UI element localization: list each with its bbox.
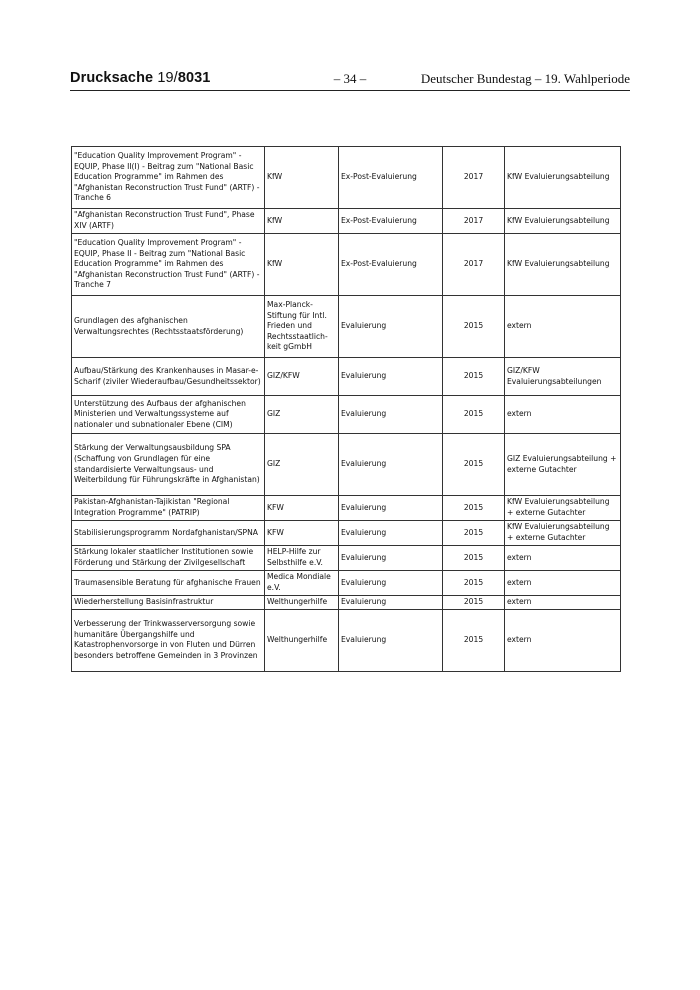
evaluator-cell: extern xyxy=(505,396,621,434)
table-row xyxy=(72,546,621,571)
table-row xyxy=(72,434,621,496)
evaluation-type-cell: Evaluierung xyxy=(339,296,443,358)
year-cell: 2015 xyxy=(443,496,505,521)
year-cell: 2015 xyxy=(443,396,505,434)
project-cell: Pakistan-Afghanistan-Tajikistan "Regional Integration Programme" (PATRIP) xyxy=(72,496,265,521)
evaluator-cell: KfW Evaluierungsabteilung xyxy=(505,147,621,209)
evaluator-cell: KfW Evaluierungsabteilung xyxy=(505,209,621,234)
organization-cell: KfW xyxy=(265,234,339,296)
year-cell: 2015 xyxy=(443,546,505,571)
evaluator-cell: extern xyxy=(505,596,621,610)
evaluation-type-cell: Evaluierung xyxy=(339,596,443,610)
table-row xyxy=(72,571,621,596)
evaluation-type-cell: Ex-Post-Evaluierung xyxy=(339,209,443,234)
evaluation-type-cell: Evaluierung xyxy=(339,571,443,596)
document-label: Drucksache xyxy=(70,70,158,86)
organization-cell: Welthungerhilfe xyxy=(265,609,339,671)
organization-cell: Welthungerhilfe xyxy=(265,596,339,610)
year-cell: 2017 xyxy=(443,147,505,209)
evaluation-type-cell: Evaluierung xyxy=(339,546,443,571)
project-cell: Aufbau/Stärkung des Krankenhauses in Masar-e-Scharif (ziviler Wiederaufbau/Gesundheitssektor) xyxy=(72,358,265,396)
table-row xyxy=(72,609,621,671)
year-cell: 2015 xyxy=(443,358,505,396)
table-row xyxy=(72,296,621,358)
organization-cell: KFW xyxy=(265,496,339,521)
table-row xyxy=(72,596,621,610)
project-cell: "Education Quality Improvement Program" -EQUIP, Phase II - Beitrag zum "National Basic Education Programme" im Rahmen des "Afghanistan Reconstruction Trust Fund" (ARTF) - Tranche 7 xyxy=(72,234,265,296)
evaluator-cell: GIZ Evaluierungsabteilung + externe Gutachter xyxy=(505,434,621,496)
evaluation-type-cell: Evaluierung xyxy=(339,358,443,396)
organization-cell: Medica Mondiale e.V. xyxy=(265,571,339,596)
organization-cell: GIZ xyxy=(265,396,339,434)
evaluator-cell: extern xyxy=(505,546,621,571)
project-cell: Verbesserung der Trinkwasserversorgung sowie humanitäre Übergangshilfe und Katastrophenvorsorge in von Fluten und Dürren besonders betroffene Gemeinden in 3 Provinzen xyxy=(72,609,265,671)
year-cell: 2015 xyxy=(443,521,505,546)
evaluator-cell: KfW Evaluierungsabteilung xyxy=(505,234,621,296)
evaluator-cell: GIZ/KFW Evaluierungsabteilungen xyxy=(505,358,621,396)
evaluation-type-cell: Evaluierung xyxy=(339,396,443,434)
organization-cell: Max-Planck-Stiftung für Intl. Frieden und Rechtsstaatlich-keit gGmbH xyxy=(265,296,339,358)
organization-cell: HELP-Hilfe zur Selbsthilfe e.V. xyxy=(265,546,339,571)
evaluator-cell: extern xyxy=(505,609,621,671)
table-row xyxy=(72,521,621,546)
evaluation-type-cell: Evaluierung xyxy=(339,521,443,546)
project-cell: Traumasensible Beratung für afghanische Frauen xyxy=(72,571,265,596)
evaluation-type-cell: Ex-Post-Evaluierung xyxy=(339,147,443,209)
table-row xyxy=(72,234,621,296)
page-number: – 34 – xyxy=(333,71,367,86)
organization-cell: KfW xyxy=(265,147,339,209)
year-cell: 2015 xyxy=(443,434,505,496)
evaluator-cell: KfW Evaluierungsabteilung + externe Gutachter xyxy=(505,496,621,521)
table-row xyxy=(72,358,621,396)
publisher: Deutscher Bundestag – 19. Wahlperiode xyxy=(420,71,630,86)
year-cell: 2017 xyxy=(443,209,505,234)
evaluation-table xyxy=(71,146,621,672)
project-cell: "Afghanistan Reconstruction Trust Fund", Phase XIV (ARTF) xyxy=(72,209,265,234)
table-row xyxy=(72,396,621,434)
evaluation-type-cell: Evaluierung xyxy=(339,434,443,496)
year-cell: 2017 xyxy=(443,234,505,296)
evaluation-type-cell: Ex-Post-Evaluierung xyxy=(339,234,443,296)
table-row xyxy=(72,496,621,521)
evaluation-type-cell: Evaluierung xyxy=(339,609,443,671)
year-cell: 2015 xyxy=(443,596,505,610)
evaluator-cell: KfW Evaluierungsabteilung + externe Gutachter xyxy=(505,521,621,546)
organization-cell: KfW xyxy=(265,209,339,234)
year-cell: 2015 xyxy=(443,571,505,596)
evaluation-type-cell: Evaluierung xyxy=(339,496,443,521)
table-row xyxy=(72,147,621,209)
project-cell: Wiederherstellung Basisinfrastruktur xyxy=(72,596,265,610)
project-cell: Stabilisierungsprogramm Nordafghanistan/SPNA xyxy=(72,521,265,546)
organization-cell: GIZ xyxy=(265,434,339,496)
organization-cell: GIZ/KFW xyxy=(265,358,339,396)
year-cell: 2015 xyxy=(443,296,505,358)
organization-cell: KFW xyxy=(265,521,339,546)
project-cell: Stärkung lokaler staatlicher Institutionen sowie Förderung und Stärkung der Zivilgesellschaft xyxy=(72,546,265,571)
evaluator-cell: extern xyxy=(505,296,621,358)
project-cell: Unterstützung des Aufbaus der afghanischen Ministerien und Verwaltungssysteme auf nationaler und subnationaler Ebene (CIM) xyxy=(72,396,265,434)
evaluator-cell: extern xyxy=(505,571,621,596)
document-number-main: 8031 xyxy=(177,70,211,86)
project-cell: Grundlagen des afghanischen Verwaltungsrechtes (Rechtsstaatsförderung) xyxy=(72,296,265,358)
document-number-prefix: 19/ xyxy=(157,70,178,86)
page-header xyxy=(70,70,630,91)
year-cell: 2015 xyxy=(443,609,505,671)
project-cell: "Education Quality Improvement Program" - EQUIP, Phase II(I) - Beitrag zum "National Basic Education Programme" im Rahmen des "Afghanistan Reconstruction Trust Fund" (ARTF) - Tranche 6 xyxy=(72,147,265,209)
table-row xyxy=(72,209,621,234)
project-cell: Stärkung der Verwaltungsausbildung SPA (Schaffung von Grundlagen für eine standardisierte Verwaltungsaus- und Weiterbildung für Führungskräfte in Afghanistan) xyxy=(72,434,265,496)
